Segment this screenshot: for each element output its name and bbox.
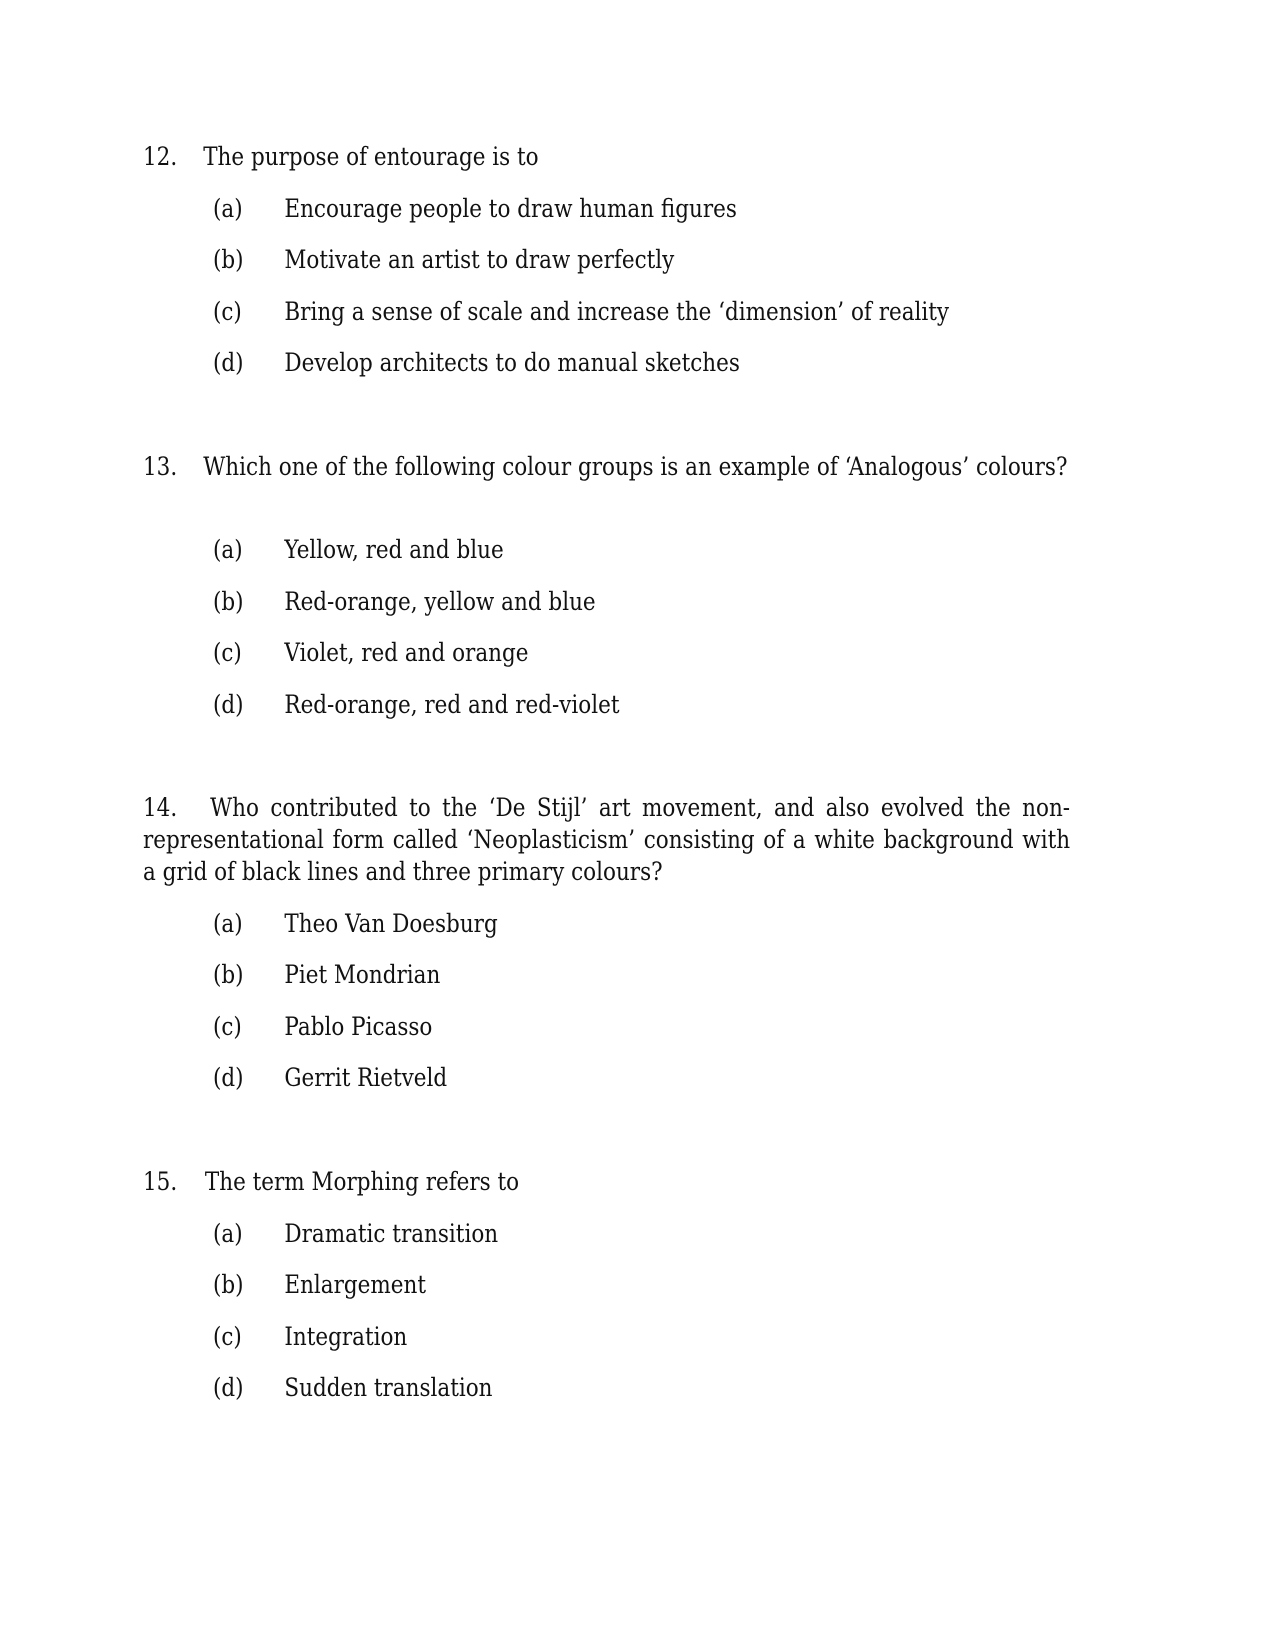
option-label: (b) [213, 587, 244, 616]
option-label: (c) [213, 1322, 242, 1351]
question-15 [143, 1166, 1070, 1402]
option-label: (b) [213, 1270, 244, 1299]
question-stem [143, 1166, 1070, 1198]
option-text: Bring a sense of scale and increase the ‘dimension’ of reality [284, 297, 950, 326]
option-a[interactable] [213, 534, 504, 566]
option-b[interactable] [213, 244, 674, 276]
question-number: 14. [143, 793, 178, 822]
question-text: Who contributed to the ‘De Stijl’ art movement, and also evolved the non-representational form called ‘Neoplasticism’ consisting of a white background with a grid of black lines and three primary colours? [143, 793, 1071, 886]
option-text: Red-orange, yellow and blue [284, 587, 596, 616]
option-label: (a) [213, 535, 243, 564]
option-text: Dramatic transition [284, 1219, 499, 1248]
option-label: (c) [213, 1012, 242, 1041]
question-stem [143, 141, 1070, 173]
question-14 [143, 792, 1071, 1092]
option-label: (a) [213, 909, 243, 938]
question-stem [143, 792, 1070, 888]
option-d[interactable] [213, 347, 740, 379]
question-number: 13. [143, 452, 178, 481]
option-c[interactable] [213, 1321, 407, 1353]
option-c[interactable] [213, 296, 949, 328]
option-text: Violet, red and orange [284, 638, 529, 667]
question-text: Which one of the following colour groups is an example of ‘Analogous’ colours? [203, 452, 1068, 481]
option-a[interactable] [213, 908, 498, 940]
option-b[interactable] [213, 959, 440, 991]
question-13 [143, 451, 1070, 719]
option-label: (d) [213, 690, 244, 719]
question-text: The term Morphing refers to [204, 1167, 520, 1196]
option-text: Develop architects to do manual sketches [284, 348, 740, 377]
option-c[interactable] [213, 1011, 432, 1043]
option-label: (a) [213, 194, 243, 223]
option-label: (b) [213, 960, 244, 989]
question-12 [143, 141, 1070, 377]
option-text: Theo Van Doesburg [284, 909, 498, 938]
option-text: Pablo Picasso [284, 1012, 433, 1041]
option-text: Gerrit Rietveld [284, 1063, 448, 1092]
option-label: (d) [213, 1373, 244, 1402]
question-number: 12. [143, 142, 178, 171]
option-label: (c) [213, 638, 242, 667]
option-text: Integration [284, 1322, 408, 1351]
option-label: (d) [213, 1063, 244, 1092]
option-text: Piet Mondrian [284, 960, 441, 989]
option-b[interactable] [213, 1269, 426, 1301]
question-text: The purpose of entourage is to [203, 142, 539, 171]
question-number: 15. [143, 1167, 178, 1196]
option-text: Encourage people to draw human figures [284, 194, 737, 223]
option-b[interactable] [213, 586, 596, 618]
option-label: (d) [213, 348, 244, 377]
option-label: (b) [213, 245, 244, 274]
option-text: Enlargement [284, 1270, 426, 1299]
option-c[interactable] [213, 637, 528, 669]
option-d[interactable] [213, 1062, 447, 1094]
option-text: Yellow, red and blue [284, 535, 504, 564]
option-label: (c) [213, 297, 242, 326]
option-d[interactable] [213, 689, 619, 721]
option-d[interactable] [213, 1372, 493, 1404]
option-a[interactable] [213, 1218, 498, 1250]
option-a[interactable] [213, 193, 737, 225]
option-text: Sudden translation [284, 1373, 493, 1402]
option-text: Red-orange, red and red-violet [284, 690, 620, 719]
option-text: Motivate an artist to draw perfectly [284, 245, 675, 274]
question-stem [143, 451, 1070, 483]
option-label: (a) [213, 1219, 243, 1248]
